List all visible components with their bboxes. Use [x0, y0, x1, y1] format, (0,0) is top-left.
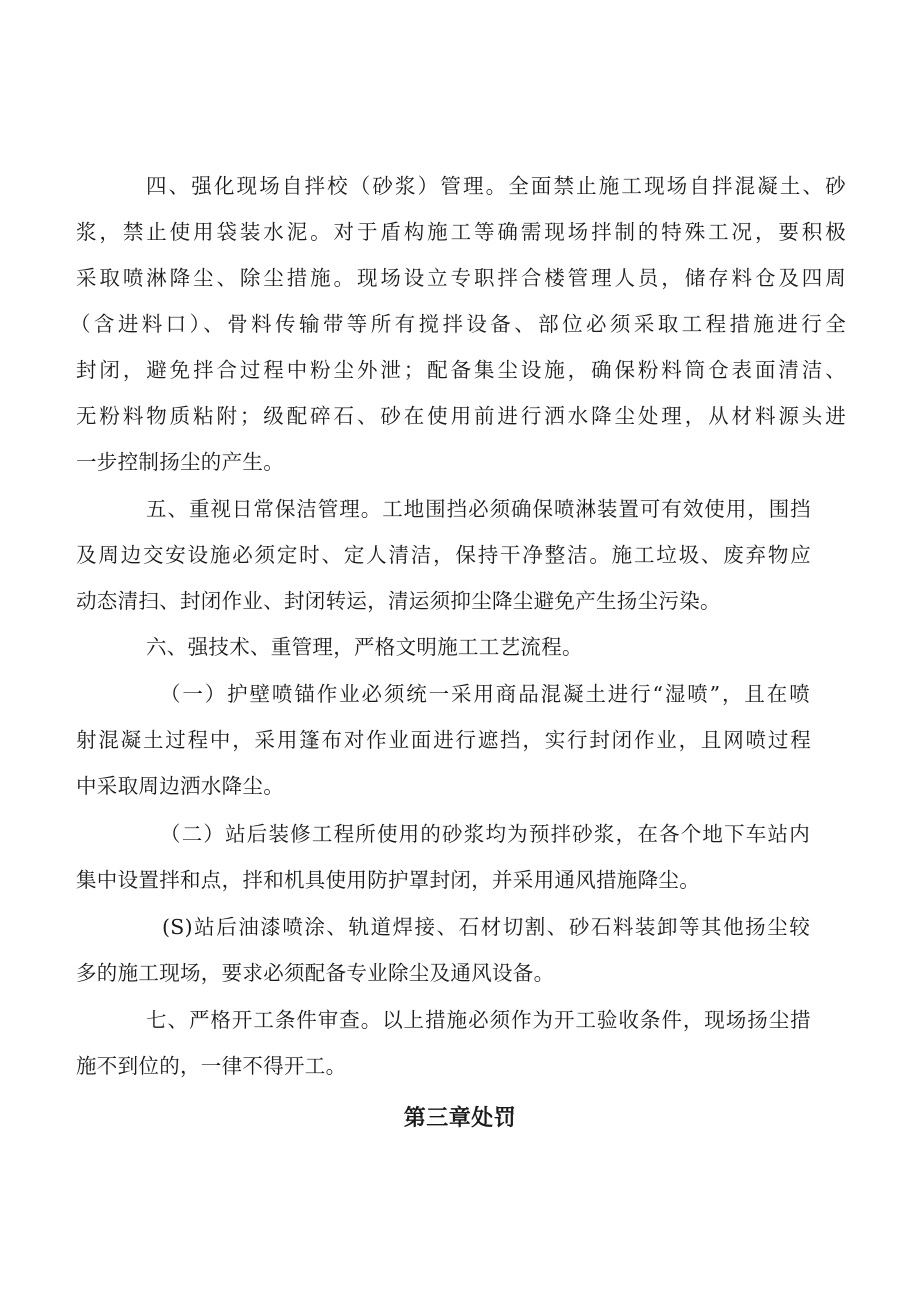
paragraph-line: 一步控制扬尘的产生。 [76, 450, 284, 474]
paragraph-line: 动态清扫、封闭作业、封闭转运，清运须抑尘降尘避免产生扬尘污染。 [76, 589, 721, 613]
chapter-heading: 第三章处罚 [403, 1106, 517, 1131]
paragraph-line: 射混凝土过程中，采用篷布对作业面进行遮挡，实行封闭作业，且网喷过程 [76, 728, 811, 752]
paragraph-line: 四、强化现场自拌校（砂浆）管理。全面禁止施工现场自拌混凝土、砂 [146, 174, 846, 198]
paragraph-line: 多的施工现场，要求必须配备专业除尘及通风设备。 [76, 961, 555, 985]
paragraph-line: 七、严格开工条件审查。以上措施必须作为开工验收条件，现场扬尘措 [146, 1008, 811, 1032]
paragraph-line: （一）护壁喷锚作业必须统一采用商品混凝土进行“湿喷”，且在喷 [160, 682, 810, 706]
paragraph-line: （含进料口）、骨料传输带等所有搅拌设备、部位必须采取工程措施进行全 [70, 312, 846, 336]
paragraph-line: 六、强技术、重管理，严格文明施工工艺流程。 [146, 635, 583, 659]
paragraph-line: 五、重视日常保洁管理。工地围挡必须确保喷淋装置可有效使用，围挡 [146, 497, 811, 521]
paragraph-line: 封闭，避免拌合过程中粉尘外泄；配备集尘设施，确保粉料筒仓表面清洁、 [76, 358, 846, 382]
paragraph-line: 施不到位的，一律不得开工。 [76, 1054, 347, 1078]
paragraph-line: (S)站后油漆喷涂、轨道焊接、石材切割、砂石料装卸等其他扬尘较 [162, 915, 810, 939]
paragraph-line: （二）站后装修工程所使用的砂浆均为预拌砂浆，在各个地下车站内 [160, 822, 810, 846]
paragraph-line: 及周边交安设施必须定时、定人清洁，保持干净整洁。施工垃圾、废弃物应 [76, 543, 811, 567]
paragraph-line: 中采取周边洒水降尘。 [76, 774, 284, 798]
paragraph-line: 浆，禁止使用袋装水泥。对于盾构施工等确需现场拌制的特殊工况，要积极 [76, 220, 846, 244]
paragraph-line: 采取喷淋降尘、除尘措施。现场设立专职拌合楼管理人员，储存料仓及四周 [76, 266, 846, 290]
paragraph-line: 集中设置拌和点，拌和机具使用防护罩封闭，并采用通风措施降尘。 [76, 868, 700, 892]
paragraph-line: 无粉料物质粘附；级配碎石、砂在使用前进行洒水降尘处理，从材料源头进 [76, 404, 846, 428]
